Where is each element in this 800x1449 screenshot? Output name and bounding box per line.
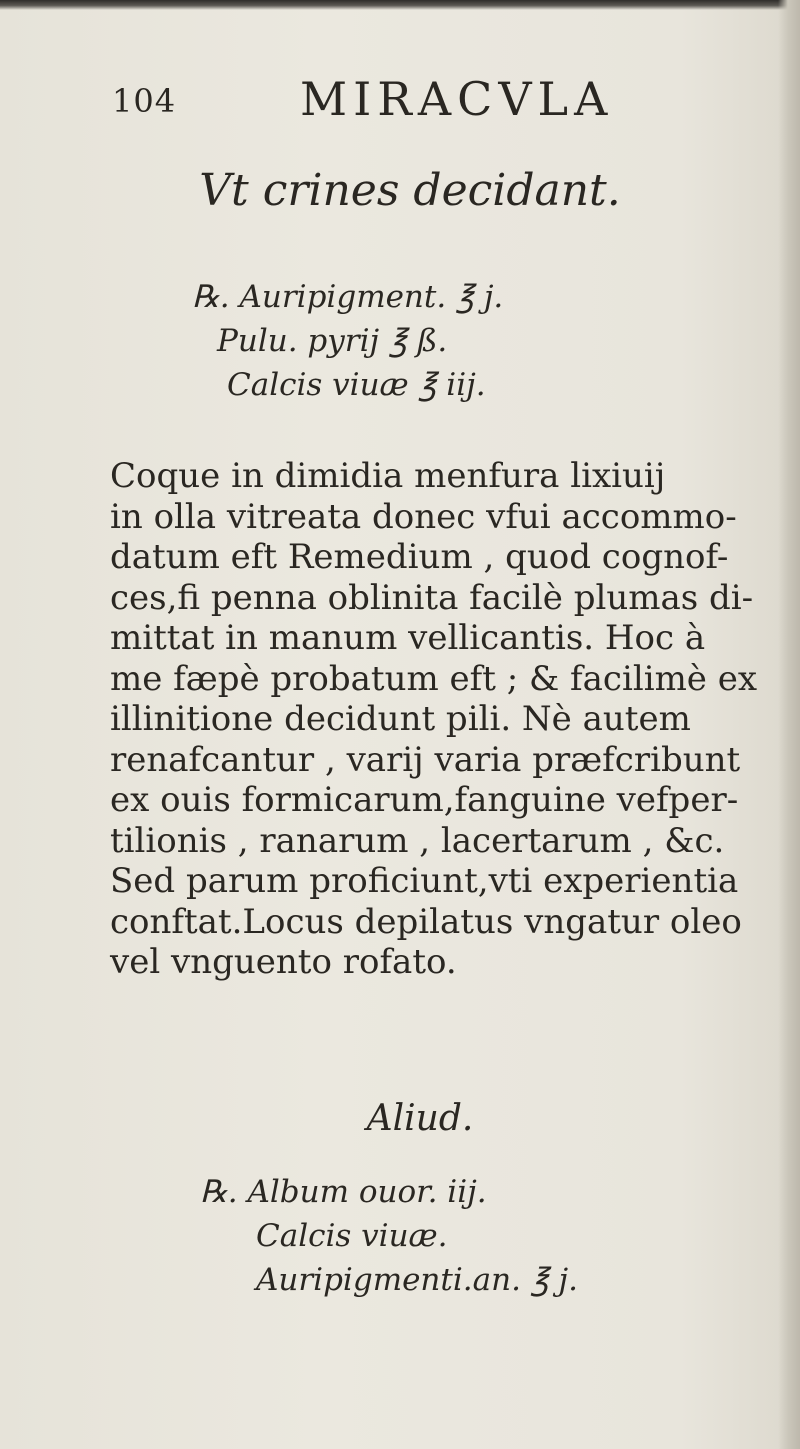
body-line: renafcantur , varij varia præfcribunt [110, 739, 741, 780]
body-line: in olla vitreata donec vfui accommo- [110, 496, 737, 537]
recipe-one [192, 275, 503, 407]
subheading: Aliud. [366, 1098, 474, 1139]
body-line: Sed parum proficiunt,vti experientia [110, 861, 739, 901]
body-line: me fæpè probatum eft ; & facilimè ex [110, 658, 758, 699]
body-line: datum eft Remedium , quod cognof- [110, 537, 729, 577]
recipe-line: Pulu. pyrij ℥ ß. [217, 323, 448, 359]
body-line: tilionis , ranarum , lacertarum , &c. [110, 820, 725, 861]
recipe-line: Calcis viuæ. [256, 1218, 448, 1254]
body-line: mittat in manum vellicantis. Hoc à [110, 618, 706, 658]
body-line: conftat.Locus depilatus vngatur oleo [110, 901, 742, 942]
recipe-line: Calcis viuæ ℥ iij. [227, 367, 486, 403]
body-line: ex ouis formicarum,fanguine vefper- [110, 780, 739, 820]
body-line: ces,fi penna oblinita facilè plumas di- [110, 577, 754, 618]
recipe-line: ℞. Album ouor. iij. [200, 1174, 487, 1210]
running-head [0, 70, 800, 140]
running-head-title: MIRACVLA [300, 72, 614, 126]
body-paragraph [110, 456, 790, 983]
body-line: vel vnguento rofato. [110, 942, 457, 982]
page-number: 104 [112, 82, 177, 120]
recipe-line: Auripigmenti.an. ℥ j. [256, 1262, 579, 1298]
recipe-two [200, 1170, 578, 1302]
recipe-line: ℞. Auripigment. ℥ j. [192, 279, 504, 315]
body-line: Coque in dimidia menfura lixiuij [110, 456, 666, 496]
page-top-shadow [0, 0, 800, 10]
body-line: illinitione decidunt pili. Nè autem [110, 699, 691, 739]
section-heading: Vt crines decidant. [199, 165, 621, 216]
